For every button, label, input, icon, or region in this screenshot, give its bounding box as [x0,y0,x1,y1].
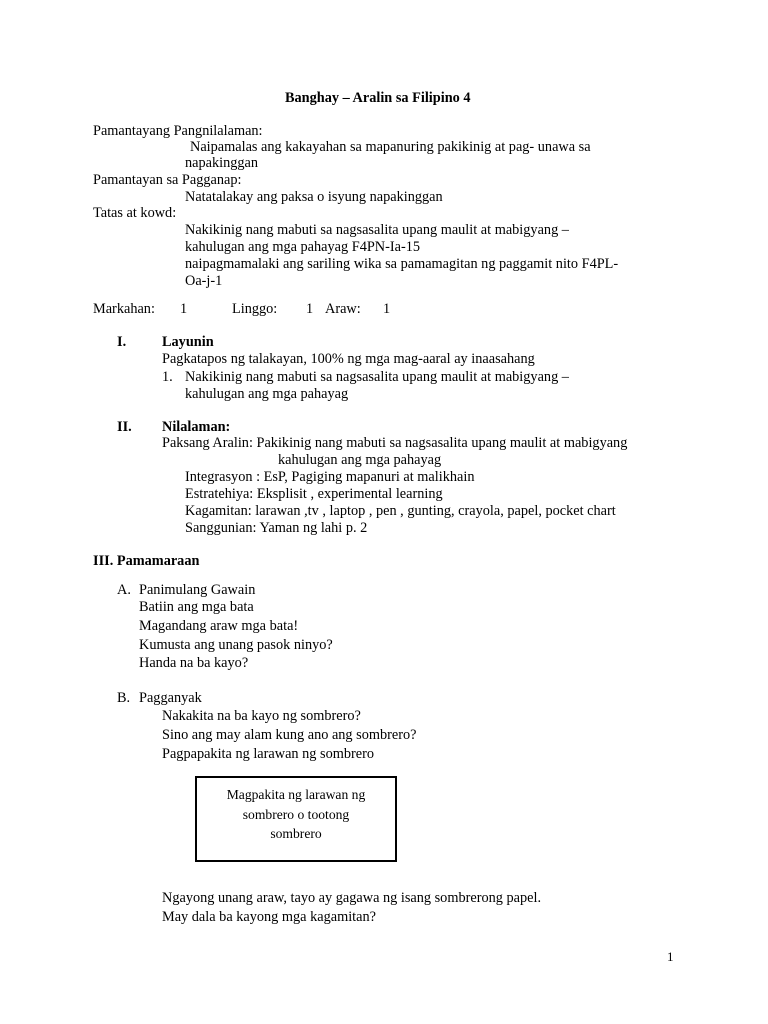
layunin-intro: Pagkatapos ng talakayan, 100% ng mga mag-aaral ay inaasahang [162,351,535,367]
tatas-line2: kahulugan ang mga pahayag F4PN-Ia-15 [185,239,421,255]
nilalaman-numeral: II. [117,419,132,435]
markahan-value: 1 [180,301,188,317]
paksang-aralin-line2: kahulugan ang mga pahayag [278,452,442,468]
box-line: Magpakita ng larawan ng [226,787,366,802]
after-box-line: Ngayong unang araw, tayo ay gagawa ng isang sombrerong papel. [162,890,542,906]
paksang-aralin-line1: Paksang Aralin: Pakikinig nang mabuti sa nagsasalita upang maulit at mabigyang [162,435,628,451]
box-line: sombrero [270,826,322,841]
markahan-label: Markahan: [93,301,155,317]
pamamaraan-heading: III. Pamamaraan [93,553,200,569]
section-b-line: Nakakita na ba kayo ng sombrero? [162,708,361,724]
after-box-line: May dala ba kayong mga kagamitan? [162,909,376,925]
layunin-item-line1: Nakikinig nang mabuti sa nagsasalita upang maulit at mabigyang – [185,369,569,385]
section-a-line: Magandang araw mga bata! [139,618,299,634]
pamantayan-sa-pagganap-label: Pamantayan sa Pagganap: [93,172,242,188]
tatas-line4: Oa-j-1 [185,273,223,289]
tatas-line3: naipagmamalaki ang sariling wika sa pamamagitan ng paggamit nito F4PL- [185,256,619,272]
box-line: sombrero o tootong [242,806,350,822]
sanggunian: Sanggunian: Yaman ng lahi p. 2 [185,520,368,536]
layunin-heading: Layunin [162,334,214,350]
integrasyon: Integrasyon : EsP, Pagiging mapanuri at malikhain [185,469,475,485]
layunin-item-number: 1. [162,369,173,385]
section-a-title: Panimulang Gawain [139,582,256,598]
tatas-line1: Nakikinig nang mabuti sa nagsasalita upang maulit at mabigyang – [185,222,569,238]
page-number: 1 [667,949,674,964]
section-b-letter: B. [117,690,131,706]
section-b-title: Pagganyak [139,690,202,706]
kagamitan: Kagamitan: larawan ,tv , laptop , pen , gunting, crayola, papel, pocket chart [185,503,616,519]
pamantayan-sa-pagganap-text: Natatalakay ang paksa o isyung napakinggan [185,189,443,205]
nilalaman-heading: Nilalaman: [162,419,231,435]
pamantayang-pangnilalaman-label: Pamantayang Pangnilalaman: [93,123,263,139]
section-a-line: Handa na ba kayo? [139,655,249,671]
section-b-line: Pagpapakita ng larawan ng sombrero [162,746,375,762]
pamantayang-pangnilalaman-line2: napakinggan [185,155,259,171]
pamantayang-pangnilalaman-line1: Naipamalas ang kakayahan sa mapanuring pakikinig at pag- unawa sa [190,139,591,155]
estratehiya: Estratehiya: Eksplisit , experimental learning [185,486,443,502]
araw-label: Araw: [325,301,361,317]
section-a-letter: A. [117,582,131,598]
section-a-line: Kumusta ang unang pasok ninyo? [139,637,333,653]
layunin-numeral: I. [117,334,127,350]
section-b-line: Sino ang may alam kung ano ang sombrero? [162,727,417,743]
layunin-item-line2: kahulugan ang mga pahayag [185,386,349,402]
araw-value: 1 [383,301,391,317]
linggo-label: Linggo: [232,301,278,317]
document-title: Banghay – Aralin sa Filipino 4 [285,90,471,106]
picture-placeholder-box [195,776,397,862]
tatas-label: Tatas at kowd: [93,205,177,221]
linggo-value: 1 [306,301,314,317]
section-a-line: Batiin ang mga bata [139,599,254,615]
